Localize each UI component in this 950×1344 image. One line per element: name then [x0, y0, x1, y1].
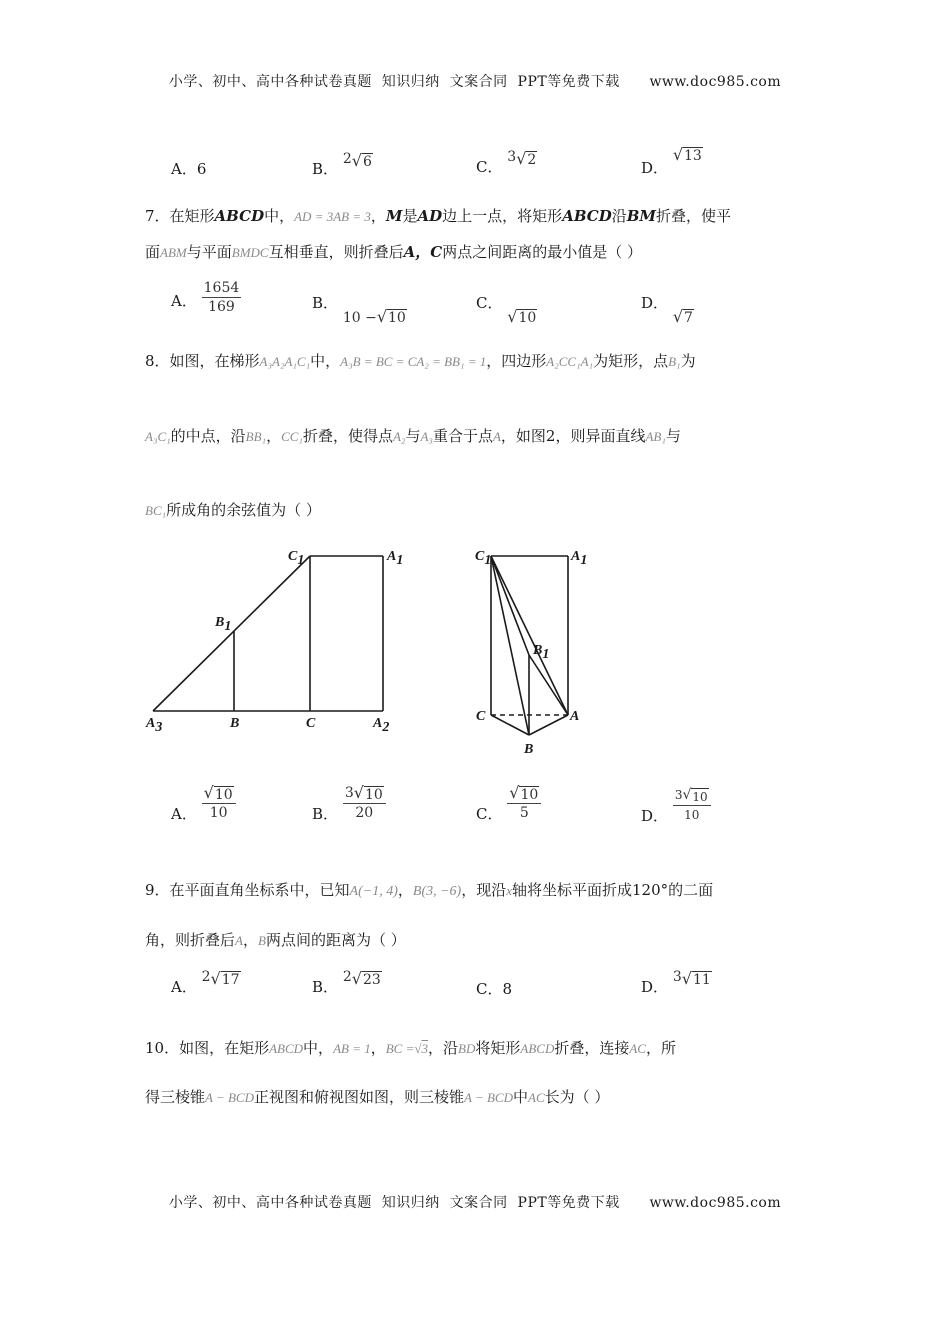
- fraction: 3 √ 10 20: [343, 784, 386, 822]
- sqrt-expression: √ 13: [672, 145, 702, 164]
- page-footer: 小学、初中、高中各种试卷真题 知识归纳 文案合同 PPT等免费下载 www.doc985.com: [168, 1195, 782, 1211]
- sqrt-expression: 3 √ 11: [672, 969, 711, 988]
- fig2-label-a1: A1: [571, 549, 588, 568]
- sqrt-expression: 2 √ 6: [342, 151, 372, 170]
- fraction: $\frac{1654}{169}$: [203, 280, 240, 315]
- q8-line-3: BC₁所成角的余弦值为（ ）: [145, 501, 321, 519]
- q9-line-1: 9．在平面直角坐标系中，已知A(−1, 4)，B(3, −6)，现沿x轴将坐标平面折成120°的二面: [145, 881, 714, 899]
- q6-option-c: C． 3 √ 2: [476, 149, 537, 176]
- q9-line-2: 角，则折叠后A，B两点间的距离为（ ）: [145, 931, 406, 949]
- q7-option-a: A． $\frac{1654}{169}$: [171, 280, 240, 315]
- sqrt-expression: 10 − √ 10: [342, 307, 406, 326]
- q8-figure-1: [140, 540, 410, 745]
- q9-option-d: D． 3 √ 11: [641, 969, 711, 996]
- q8-option-b: B． 3 √ 10 20: [312, 784, 386, 824]
- q8-line-2: A₃C₁的中点，沿BB₁，CC₁折叠，使得点A₂与A₃重合于点A，如图2，则异面直线AB₁与: [145, 427, 681, 445]
- fig1-label-c1: C1: [288, 549, 305, 568]
- sqrt-expression: √ 10: [507, 307, 537, 326]
- fig1-label-c: C: [306, 716, 316, 731]
- q7-option-b: B． 10 − √ 10: [312, 294, 406, 326]
- q6-option-d: D． √ 13: [641, 145, 702, 177]
- fig2-label-b: B: [524, 742, 534, 757]
- q7-option-d: D． √ 7: [641, 294, 693, 326]
- q7-line-1: 7．在矩形ABCD中，AD = 3AB = 3，M是AD边上一点，将矩形ABCD沿BM折叠，使平: [145, 207, 732, 225]
- q9-option-a: A． 2 √ 17: [171, 969, 240, 996]
- fig2-edge-b-a: [529, 715, 568, 735]
- fig1-label-a2: A2: [373, 716, 390, 735]
- q7-line-2: 面ABM与平面BMDC互相垂直，则折叠后A，C两点之间距离的最小值是（ ）: [145, 243, 642, 261]
- fig2-label-a: A: [570, 709, 580, 724]
- q8-option-d: D． 3 √ 10 10: [641, 786, 711, 826]
- sqrt-expression: 2 √ 17: [201, 969, 240, 988]
- q9-option-c: C．8: [476, 980, 513, 998]
- q8-figure-2: [470, 540, 600, 760]
- fig1-label-a1: A1: [387, 549, 404, 568]
- q7-option-c: C． √ 10: [476, 294, 537, 326]
- fig2-edge-c1-b1: [491, 556, 529, 655]
- q8-line-1: 8．如图，在梯形A₃A₂A₁C₁中，A₃B = BC = CA₂ = BB₁ = 1，四边形A₂CC₁A₁为矩形，点B₁为: [145, 352, 696, 370]
- sqrt-expression: 2 √ 23: [342, 969, 381, 988]
- fig2-edge-c-b: [491, 715, 529, 735]
- q8-option-c: C． √ 10 5: [476, 784, 541, 824]
- fig2-label-c: C: [476, 709, 486, 724]
- fig2-edge-b1-a: [529, 655, 568, 715]
- fraction: 3 √ 10 10: [673, 786, 711, 824]
- fig2-label-c1: C1: [475, 549, 492, 568]
- q9-option-b: B． 2 √ 23: [312, 969, 381, 996]
- fig2-label-b1: B1: [533, 643, 550, 662]
- fig2-edge-c1-b: [491, 556, 529, 735]
- q6-option-b: B． 2 √ 6: [312, 151, 372, 178]
- page-header: 小学、初中、高中各种试卷真题 知识归纳 文案合同 PPT等免费下载 www.doc985.com: [168, 74, 782, 90]
- q10-line-2: 得三棱锥A − BCD正视图和俯视图如图，则三棱锥A − BCD中AC长为（ ）: [145, 1088, 610, 1106]
- fraction: √ 10 5: [507, 784, 541, 822]
- q10-line-1: 10．如图，在矩形ABCD中，AB = 1，BC =√3，沿BD将矩形ABCD折叠，连接AC，所: [145, 1039, 676, 1057]
- fig1-edge-a3-c1: [153, 556, 310, 711]
- sqrt-expression: 3 √ 2: [507, 149, 537, 168]
- fraction: √ 10 10: [202, 784, 236, 822]
- q8-option-a: A． √ 10 10: [171, 784, 236, 824]
- fig1-label-b1: B1: [215, 615, 232, 634]
- q6-option-a: A．6: [171, 160, 207, 178]
- fig1-label-a3: A3: [146, 716, 163, 735]
- fig1-label-b: B: [230, 716, 240, 731]
- sqrt-expression: √ 7: [672, 307, 693, 326]
